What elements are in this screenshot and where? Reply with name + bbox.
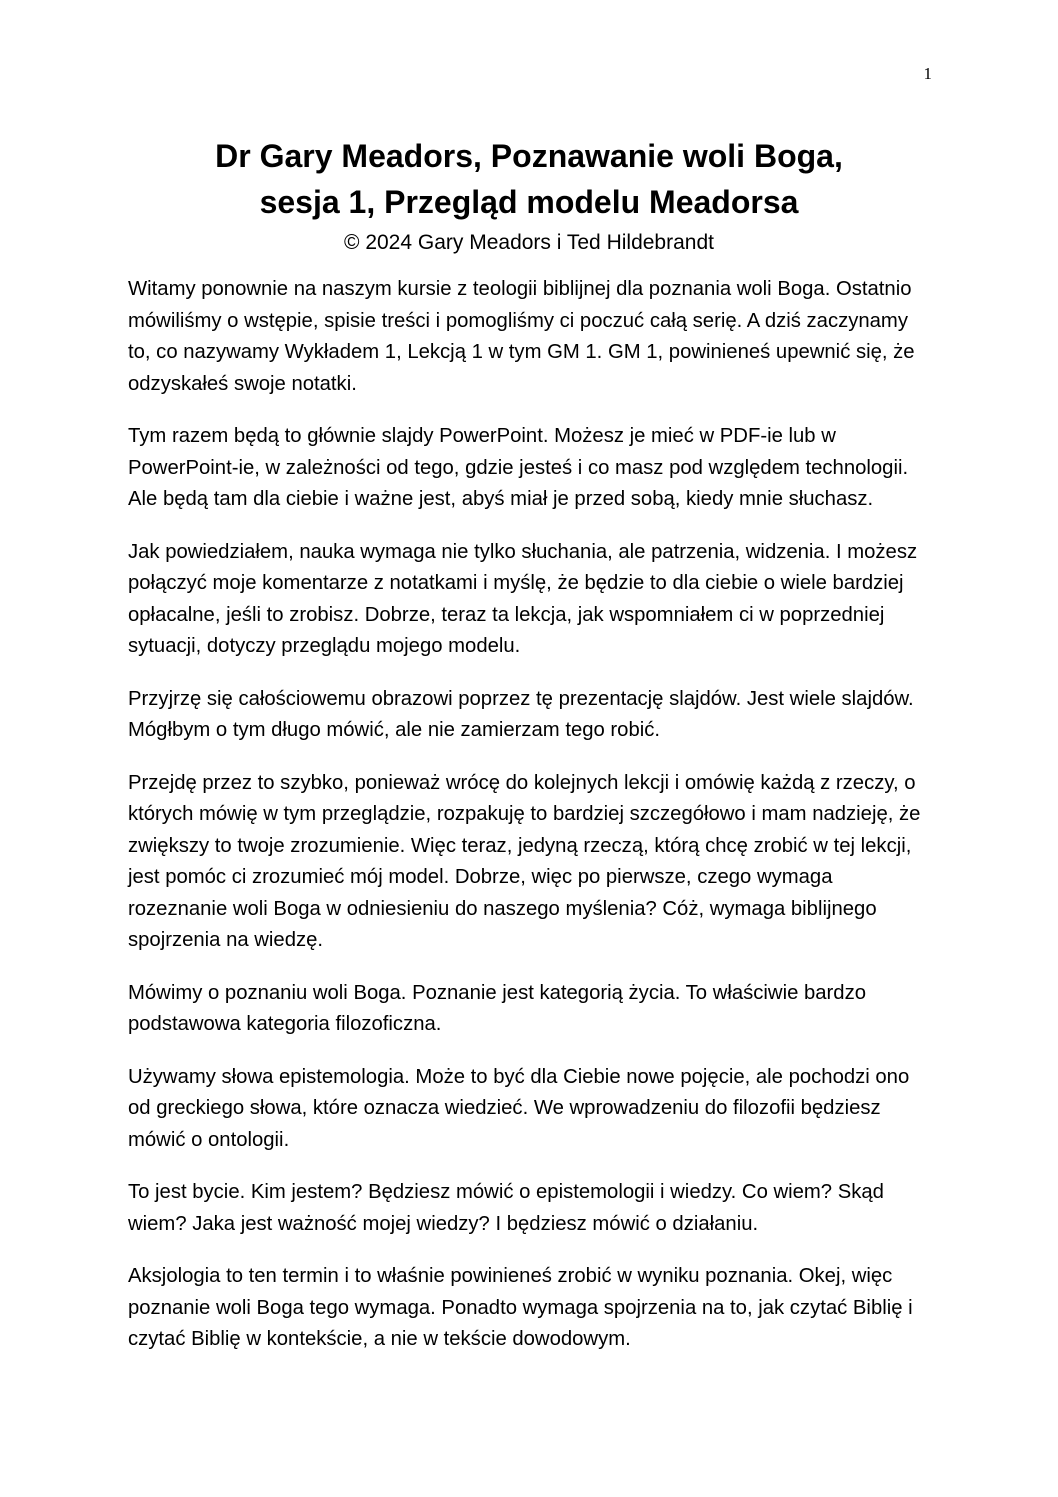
document-body [128, 274, 934, 1377]
paragraph-8: To jest bycie. Kim jestem? Będziesz mówić o epistemologii i wiedzy. Co wiem? Skąd wiem? Jaka jest ważność mojej wiedzy? I będziesz mówić o działaniu. [128, 1181, 884, 1235]
paragraph-9: Aksjologia to ten termin i to właśnie powinieneś zrobić w wyniku poznania. Okej, więc poznanie woli Boga tego wymaga. Ponadto wymaga spojrzenia na to, jak czytać Biblię i czytać Biblię w kontekście, a nie w tekście dowodowym. [128, 1265, 913, 1350]
document-header [0, 133, 1058, 259]
title-line-1: Dr Gary Meadors, Poznawanie woli Boga, [215, 138, 843, 174]
paragraph-5: Przejdę przez to szybko, ponieważ wrócę do kolejnych lekcji i omówię każdą z rzeczy, o których mówię w tym przeglądzie, rozpakuję to bardziej szczegółowo i mam nadzieję, że zwiększy to twoje zrozumienie. Więc teraz, jedyną rzeczą, którą chcę zrobić w tej lekcji, jest pomóc ci zrozumieć mój model. Dobrze, więc po pierwsze, czego wymaga rozeznanie woli Boga w odniesieniu do naszego myślenia? Cóż, wymaga biblijnego spojrzenia na wiedzę. [128, 771, 921, 951]
paragraph-7: Używamy słowa epistemologia. Może to być dla Ciebie nowe pojęcie, ale pochodzi ono od greckiego słowa, które oznacza wiedzieć. We wprowadzeniu do filozofii będziesz mówić o ontologii. [128, 1065, 910, 1151]
paragraph-2: Tym razem będą to głównie slajdy PowerPoint. Możesz je mieć w PDF-ie lub w PowerPoint-ie, w zależności od tego, gdzie jesteś i co masz pod względem technologii. Ale będą tam dla ciebie i ważne jest, abyś miał je przed sobą, kiedy mnie słuchasz. [128, 425, 909, 510]
paragraph-3: Jak powiedziałem, nauka wymaga nie tylko słuchania, ale patrzenia, widzenia. I możesz połączyć moje komentarze z notatkami i myślę, że będzie to dla ciebie o wiele bardziej opłacalne, jeśli to zrobisz. Dobrze, teraz ta lekcja, jak wspomniałem ci w poprzedniej sytuacji, dotyczy przeglądu mojego modelu. [128, 540, 918, 657]
paragraph-6: Mówimy o poznaniu woli Boga. Poznanie jest kategorią życia. To właściwie bardzo podstawowa kategoria filozoficzna. [128, 981, 867, 1035]
paragraph-4: Przyjrzę się całościowemu obrazowi poprzez tę prezentację slajdów. Jest wiele slajdów. Mógłbym o tym długo mówić, ale nie zamierzam tego robić. [128, 687, 914, 741]
page-number: 1 [923, 64, 932, 83]
title-line-2: sesja 1, Przegląd modelu Meadorsa [259, 184, 799, 220]
paragraph-1: Witamy ponownie na naszym kursie z teologii biblijnej dla poznania woli Boga. Ostatnio mówiliśmy o wstępie, spisie treści i pomogliśmy ci poczuć całą serię. A dziś zaczynamy to, co nazywamy Wykładem 1, Lekcją 1 w tym GM 1. GM 1, powinieneś upewnić się, że odzyskałeś swoje notatki. [128, 278, 915, 395]
copyright-line: © 2024 Gary Meadors i Ted Hildebrandt [344, 231, 714, 254]
